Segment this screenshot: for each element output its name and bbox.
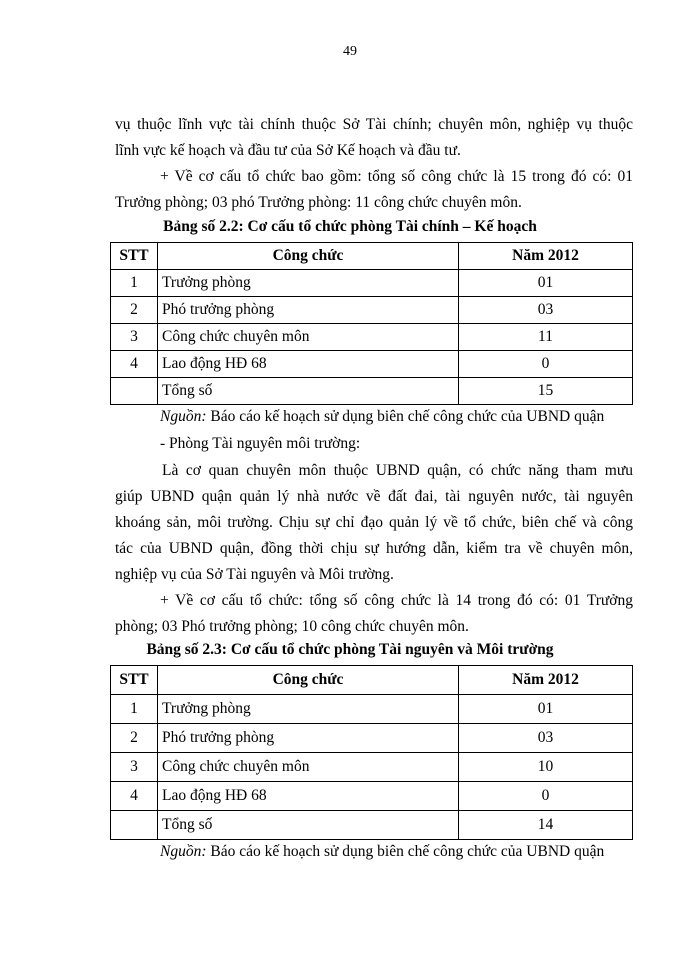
table-cell: Lao động HĐ 68	[158, 351, 459, 378]
table-cell: 15	[459, 378, 633, 405]
paragraph-line: lĩnh vực kế hoạch và đầu tư của Sở Kế hoạch và đầu tư.	[115, 142, 461, 159]
column-header: STT	[111, 243, 158, 270]
table-cell: 4	[111, 351, 158, 378]
table-cell: 0	[459, 351, 633, 378]
table-row	[111, 324, 633, 351]
section-heading: - Phòng Tài nguyên môi trường:	[160, 435, 361, 452]
table-source-note	[160, 843, 604, 861]
source-label: Nguồn:	[160, 408, 207, 425]
table-row	[111, 695, 633, 724]
table-cell: 3	[111, 324, 158, 351]
paragraph-line: phòng; 03 Phó trưởng phòng; 10 công chức chuyên môn.	[115, 618, 469, 635]
table-cell: 10	[459, 753, 633, 782]
table-total-row	[111, 811, 633, 840]
paragraph-line: tác của UBND quận, đồng thời chịu sự hướng dẫn, kiểm tra về chuyên môn,	[115, 540, 633, 557]
table-cell: 0	[459, 782, 633, 811]
table-cell: Tổng số	[158, 811, 459, 840]
paragraph-line: vụ thuộc lĩnh vực tài chính thuộc Sở Tài chính; chuyên môn, nghiệp vụ thuộc	[115, 116, 633, 133]
column-header: Năm 2012	[459, 243, 633, 270]
table-row	[111, 351, 633, 378]
table-cell: Phó trưởng phòng	[158, 724, 459, 753]
table-row	[111, 782, 633, 811]
table-cell: Trưởng phòng	[158, 695, 459, 724]
table-cell: Lao động HĐ 68	[158, 782, 459, 811]
table-header-row	[111, 666, 633, 695]
table-tai-chinh	[110, 242, 633, 405]
table-cell: 01	[459, 695, 633, 724]
table-total-row	[111, 378, 633, 405]
table-cell: 1	[111, 270, 158, 297]
table-row	[111, 270, 633, 297]
table-row	[111, 753, 633, 782]
table-cell: 4	[111, 782, 158, 811]
paragraph-line: + Về cơ cấu tổ chức: tổng số công chức là 14 trong đó có: 01 Trưởng	[160, 592, 633, 609]
table-cell: 03	[459, 724, 633, 753]
column-header: Năm 2012	[459, 666, 633, 695]
table-caption: Bảng số 2.3: Cơ cấu tổ chức phòng Tài nguyên và Môi trường	[146, 641, 554, 658]
table-cell: Công chức chuyên môn	[158, 324, 459, 351]
table-cell	[111, 811, 158, 840]
table-cell	[111, 378, 158, 405]
paragraph-line: Là cơ quan chuyên môn thuộc UBND quận, có chức năng tham mưu	[162, 462, 633, 479]
source-label: Nguồn:	[160, 843, 207, 860]
table-row	[111, 297, 633, 324]
table-cell: 3	[111, 753, 158, 782]
table-cell: 03	[459, 297, 633, 324]
column-header: Công chức	[158, 243, 459, 270]
table-tai-nguyen	[110, 665, 633, 840]
table-cell: Công chức chuyên môn	[158, 753, 459, 782]
table-cell: 11	[459, 324, 633, 351]
table-caption: Bảng số 2.2: Cơ cấu tổ chức phòng Tài chính – Kế hoạch	[163, 218, 537, 235]
table-source-note	[160, 408, 604, 426]
table-cell: 2	[111, 297, 158, 324]
table-cell: 2	[111, 724, 158, 753]
paragraph-line: khoáng sản, môi trường. Chịu sự chỉ đạo quản lý về tổ chức, biên chế và công	[115, 514, 633, 531]
source-text: Báo cáo kế hoạch sử dụng biên chế công chức của UBND quận	[206, 843, 605, 860]
column-header: Công chức	[158, 666, 459, 695]
table-cell: Tổng số	[158, 378, 459, 405]
page-number: 49	[343, 44, 357, 59]
paragraph-line: + Về cơ cấu tổ chức bao gồm: tổng số công chức là 15 trong đó có: 01	[160, 168, 633, 185]
table-header-row	[111, 243, 633, 270]
paragraph-line: nghiệp vụ của Sở Tài nguyên và Môi trường.	[115, 566, 394, 583]
column-header: STT	[111, 666, 158, 695]
table-cell: Trưởng phòng	[158, 270, 459, 297]
paragraph-line: Trưởng phòng; 03 phó Trưởng phòng: 11 công chức chuyên môn.	[115, 194, 522, 211]
table-row	[111, 724, 633, 753]
table-cell: Phó trưởng phòng	[158, 297, 459, 324]
source-text: Báo cáo kế hoạch sử dụng biên chế công chức của UBND quận	[206, 408, 605, 425]
table-cell: 14	[459, 811, 633, 840]
table-cell: 01	[459, 270, 633, 297]
table-cell: 1	[111, 695, 158, 724]
paragraph-line: giúp UBND quận quản lý nhà nước về đất đai, tài nguyên nước, tài nguyên	[115, 488, 633, 505]
